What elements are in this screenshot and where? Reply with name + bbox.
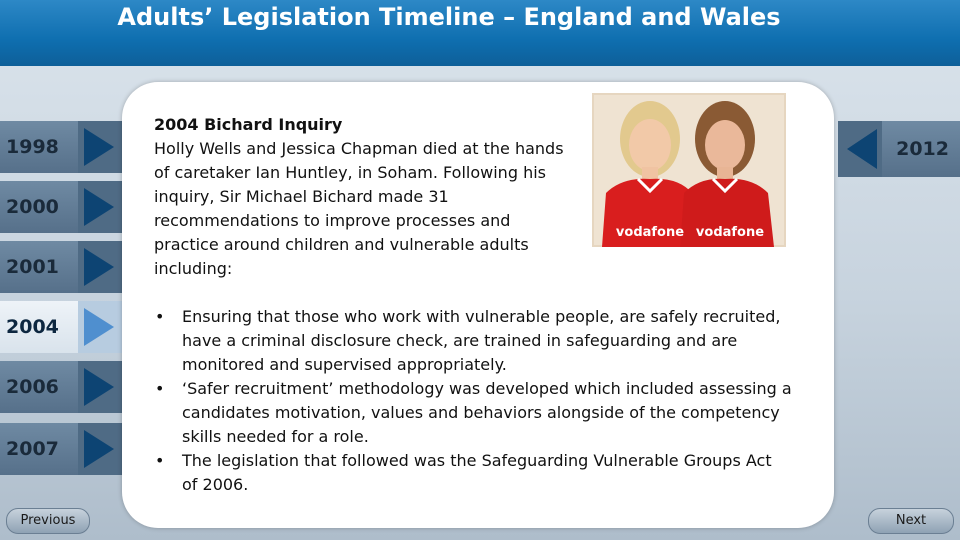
year-label: 2012	[896, 138, 949, 160]
timeline-year-1998[interactable]	[0, 121, 122, 173]
list-item: • Ensuring that those who work with vulnerable people, are safely recruited, have a criminal disclosure check, are trained in safeguarding and are monitored and supervised appropriately.	[152, 305, 792, 377]
arrow-right-icon	[78, 361, 122, 413]
content-body: Holly Wells and Jessica Chapman died at the hands of caretaker Ian Huntley, in Soham. Following his inquiry, Sir Michael Bichard made 31 recommendations to improve processes and practice around children and vulnerable adults including:	[154, 139, 564, 278]
photo-two-girls	[592, 93, 786, 247]
year-label: 1998	[6, 136, 59, 158]
year-label: 2006	[6, 376, 59, 398]
arrow-right-icon	[78, 121, 122, 173]
bullet-list	[152, 305, 792, 497]
next-button[interactable]: Next	[868, 508, 954, 534]
shirt-text-left: vodafone	[615, 225, 685, 240]
timeline-year-2004[interactable]	[0, 301, 122, 353]
arrow-right-icon	[78, 301, 122, 353]
previous-button[interactable]: Previous	[6, 508, 90, 534]
timeline-year-2000[interactable]	[0, 181, 122, 233]
arrow-right-icon	[78, 181, 122, 233]
header-bar	[0, 0, 960, 66]
content-heading: 2004 Bichard Inquiry	[154, 115, 343, 134]
list-item: • The legislation that followed was the Safeguarding Vulnerable Groups Act of 2006.	[152, 449, 792, 497]
year-label: 2001	[6, 256, 59, 278]
arrow-right-icon	[78, 423, 122, 475]
arrow-left-icon	[838, 121, 882, 177]
page-title: Adults’ Legislation Timeline – England and Wales	[117, 3, 781, 31]
list-item: • ‘Safer recruitment’ methodology was developed which included assessing a candidates motivation, values and behaviors alongside of the competency skills needed for a role.	[152, 377, 792, 449]
year-label: 2004	[6, 316, 59, 338]
arrow-right-icon	[78, 241, 122, 293]
timeline-year-2007[interactable]	[0, 423, 122, 475]
timeline-year-2012[interactable]	[838, 121, 960, 177]
shirt-text-right: vodafone	[695, 225, 765, 240]
year-label: 2000	[6, 196, 59, 218]
content-card	[122, 82, 834, 528]
timeline-year-2006[interactable]	[0, 361, 122, 413]
photo-illustration	[592, 93, 786, 247]
year-label: 2007	[6, 438, 59, 460]
intro-block	[154, 113, 574, 281]
timeline-year-2001[interactable]	[0, 241, 122, 293]
